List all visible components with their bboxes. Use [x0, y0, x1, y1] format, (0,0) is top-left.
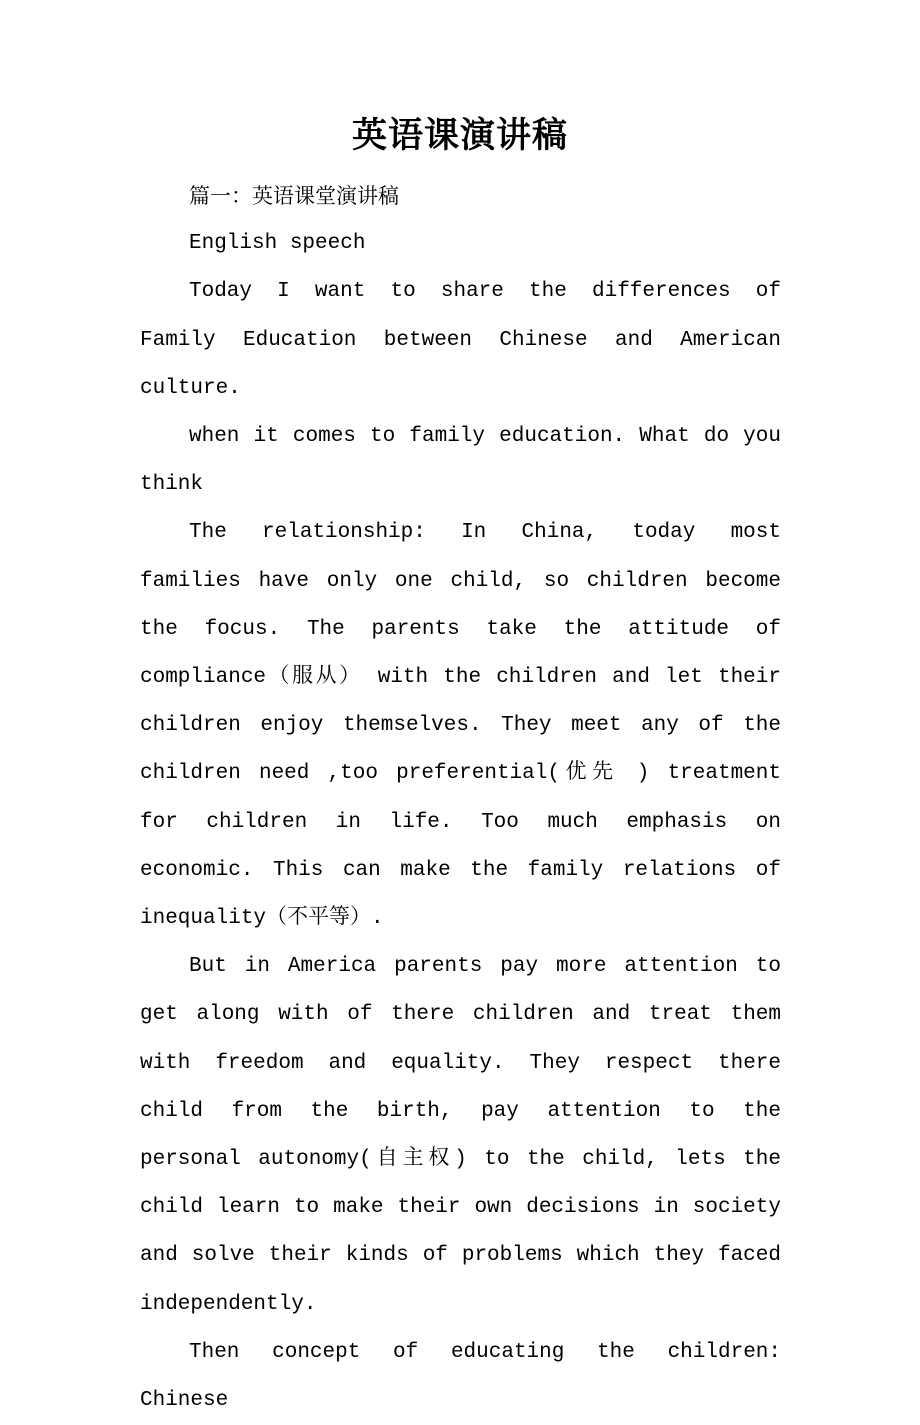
paragraph-china-relationship: The relationship: In China, today most families have only one child, so children become the focus. The parents take the attitude of compliance（服从） with the children and let their children enjoy themselves. They meet any of the children need ,too preferential(优先 ) treatment for children in life. Too much emphasis on economic. This can make the family relations of inequality（不平等）.	[140, 521, 781, 931]
document-body	[140, 172, 781, 1425]
paragraph-english-speech: English speech	[189, 232, 366, 256]
document-title: 英语课演讲稿	[351, 115, 568, 156]
paragraph-intro: Today I want to share the differences of Family Education between Chinese and American culture.	[140, 280, 781, 400]
paragraph-concept: Then concept of educating the children: Chinese	[140, 1340, 781, 1413]
paragraph-question: when it comes to family education. What do you think	[140, 425, 781, 497]
section-heading: 篇一：英语课堂演讲稿	[189, 184, 399, 208]
paragraph-america-relationship: But in America parents pay more attention to get along with of there children and treat them with freedom and equality. They respect there child from the birth, pay attention to the personal autonomy(自主权) to the child, lets the child learn to make their own decisions in society and solve their kinds of problems which they faced independently.	[140, 955, 781, 1316]
